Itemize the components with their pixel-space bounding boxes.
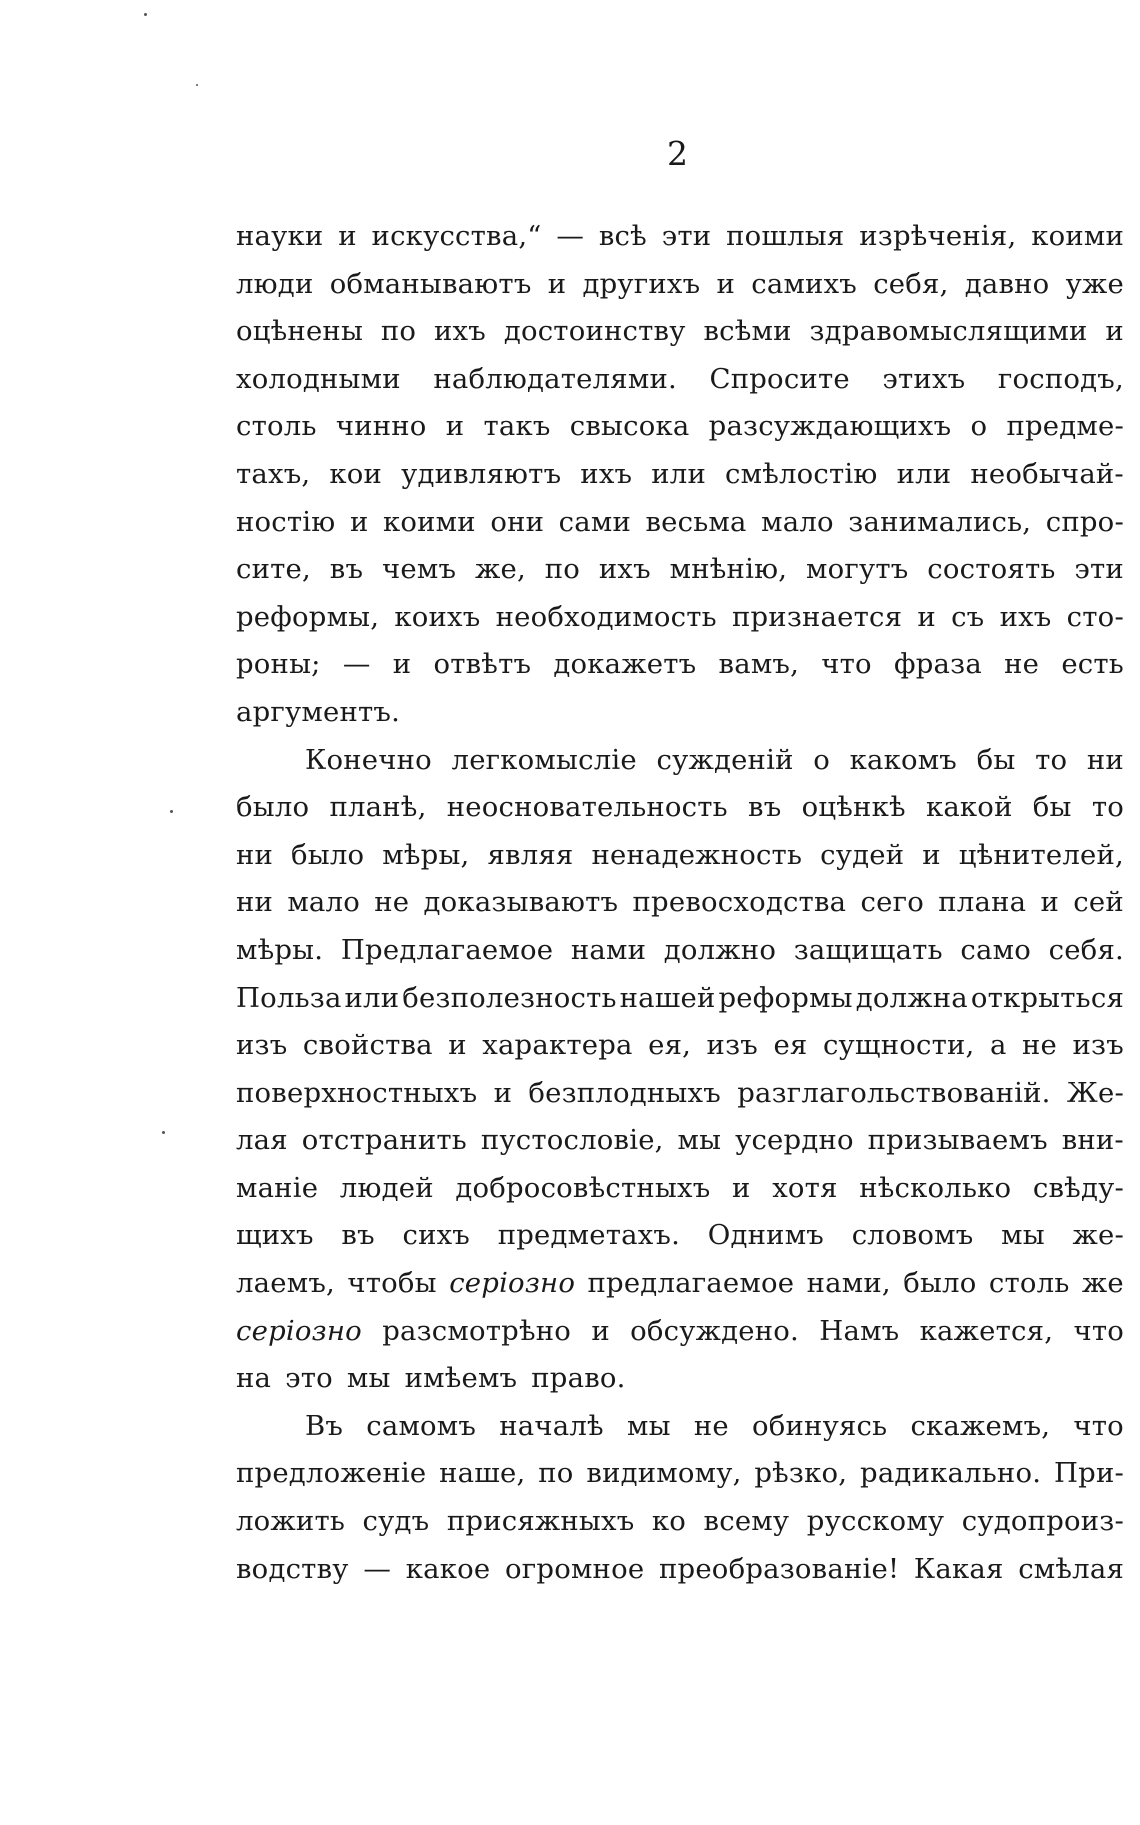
text-line	[236, 1450, 1124, 1498]
paragraph	[236, 737, 1124, 1403]
scan-speck	[144, 13, 147, 16]
word: о	[970, 410, 988, 443]
text-line	[236, 975, 1124, 1023]
word: сами	[558, 505, 631, 538]
word: по	[538, 1457, 574, 1490]
word: удивляютъ	[401, 457, 562, 490]
word: ко	[651, 1505, 687, 1538]
text-line	[236, 641, 1124, 689]
word: преобразованіе!	[659, 1552, 900, 1585]
word: бы	[976, 743, 1016, 776]
word: что	[1073, 1409, 1124, 1442]
word: то	[1091, 791, 1124, 824]
word: какомъ	[849, 743, 958, 776]
text-line	[236, 594, 1124, 642]
word: аргументъ.	[236, 695, 401, 728]
word: ложить	[236, 1505, 346, 1538]
word: мало	[287, 886, 360, 919]
word: русскому	[806, 1505, 945, 1538]
text-line	[236, 737, 1124, 785]
word: самихъ	[751, 267, 857, 300]
text-line	[236, 499, 1124, 547]
word: кои	[329, 457, 383, 490]
text-line	[236, 403, 1124, 451]
word: реформы	[718, 981, 853, 1014]
word: чемъ	[382, 553, 457, 586]
word: сей	[1073, 886, 1124, 919]
word: наблюдателями.	[433, 362, 677, 395]
word: что	[821, 648, 872, 681]
word: эти	[661, 220, 712, 252]
word: или	[344, 981, 400, 1014]
word: не	[1004, 648, 1040, 681]
word: не	[1022, 1029, 1058, 1062]
word: серіозно	[449, 1267, 576, 1300]
word: искусства,“	[371, 220, 542, 252]
word: и	[349, 505, 369, 538]
word: и	[1105, 315, 1124, 348]
word: они	[490, 505, 545, 538]
word: вни-	[1061, 1124, 1124, 1157]
word: смѣлая	[1018, 1552, 1124, 1585]
word: лаемъ,	[236, 1267, 335, 1300]
text-line	[236, 832, 1124, 880]
word: или	[651, 457, 706, 490]
word: Предлагаемое	[340, 933, 554, 966]
word: о	[813, 743, 830, 776]
word: предложеніе	[236, 1457, 427, 1490]
word: оцѣнкѣ	[801, 791, 906, 824]
word: столь	[988, 1267, 1070, 1300]
page-number: 2	[667, 134, 688, 173]
word: не	[374, 886, 410, 919]
word: необычай-	[970, 457, 1124, 490]
word: судей	[820, 838, 905, 871]
word: пустословіе,	[480, 1124, 664, 1157]
word: свойства	[302, 1029, 433, 1062]
word: въ	[748, 791, 782, 824]
word: мѣры,	[382, 838, 470, 871]
word: предме-	[1006, 410, 1124, 443]
word: ни	[236, 838, 274, 871]
word: господъ,	[997, 362, 1124, 395]
word: свысока	[569, 410, 690, 443]
word: на	[236, 1362, 272, 1395]
text-line	[236, 308, 1124, 356]
word: съ	[951, 600, 985, 633]
word: доказываютъ	[423, 886, 619, 919]
word: мы	[1001, 1219, 1045, 1252]
word: изъ	[236, 1029, 288, 1062]
word: фраза	[894, 648, 982, 681]
word: добросовѣстныхъ	[455, 1171, 711, 1204]
text-line	[236, 689, 1124, 737]
word: превосходства	[632, 886, 847, 919]
scan-speck	[170, 810, 173, 813]
word: предметахъ.	[497, 1219, 681, 1252]
word: докажетъ	[553, 648, 697, 681]
word: занимались,	[848, 505, 1032, 538]
word: люди	[236, 267, 314, 300]
word: —	[556, 220, 585, 252]
word: разглагольствованій.	[737, 1076, 1051, 1109]
word: сущности,	[822, 1029, 975, 1062]
word: отстранить	[301, 1124, 467, 1157]
word: людей	[339, 1171, 434, 1204]
text-line	[236, 261, 1124, 309]
text-line	[236, 1355, 1124, 1403]
word: себя,	[873, 267, 949, 300]
word: въ	[341, 1219, 375, 1252]
word: щихъ	[236, 1219, 314, 1252]
word: усердно	[735, 1124, 854, 1157]
word: самомъ	[366, 1409, 477, 1442]
word: мы	[626, 1409, 671, 1442]
word: пошлыя	[726, 220, 845, 252]
word: должна	[855, 981, 968, 1014]
word: было	[236, 791, 310, 824]
word: цѣнителей,	[958, 838, 1124, 871]
word: право.	[531, 1362, 626, 1395]
word: всѣми	[703, 315, 792, 348]
word: —	[342, 648, 371, 681]
word: могутъ	[805, 553, 909, 586]
word: и	[716, 267, 736, 300]
word: это	[285, 1362, 333, 1395]
word: всѣ	[598, 220, 647, 252]
word: себя.	[1048, 933, 1124, 966]
word: поверхностныхъ	[236, 1076, 478, 1109]
text-line	[236, 1403, 1124, 1451]
word: Же-	[1066, 1076, 1124, 1109]
word: мѣры.	[236, 933, 324, 966]
word: словомъ	[851, 1219, 974, 1252]
word: призываемъ	[867, 1124, 1048, 1157]
word: изъ	[1072, 1029, 1124, 1062]
word: какой	[925, 791, 1013, 824]
word: смѣлостію	[725, 457, 878, 490]
word: отвѣтъ	[433, 648, 532, 681]
word: по	[544, 553, 581, 586]
word: нашей	[619, 981, 716, 1014]
word: есть	[1061, 648, 1124, 681]
word: мы	[346, 1362, 391, 1395]
word: нѣсколько	[859, 1171, 1012, 1204]
word: Спросите	[709, 362, 850, 395]
word: было	[291, 838, 365, 871]
text-line	[236, 879, 1124, 927]
text-line	[236, 1260, 1124, 1308]
word: ея,	[648, 1029, 692, 1062]
word: обинуясь	[752, 1409, 888, 1442]
word: судопроиз-	[961, 1505, 1124, 1538]
word: и	[591, 1314, 610, 1347]
word: что	[1073, 1314, 1124, 1347]
word: чинно	[335, 410, 427, 443]
word: же,	[475, 553, 526, 586]
word: и	[338, 220, 357, 252]
word: свѣду-	[1032, 1171, 1124, 1204]
word: присяжныхъ	[446, 1505, 635, 1538]
word: ихъ	[999, 600, 1052, 633]
word: видимому,	[586, 1457, 742, 1490]
word: такъ	[483, 410, 551, 443]
word: кажется,	[919, 1314, 1054, 1347]
word: хотя	[772, 1171, 838, 1204]
word: роны;	[236, 648, 321, 681]
word: другихъ	[582, 267, 701, 300]
word: уже	[1065, 267, 1124, 300]
paragraph	[236, 213, 1124, 737]
word: имѣемъ	[404, 1362, 518, 1395]
scan-speck	[196, 84, 198, 86]
word: здравомыслящими	[809, 315, 1088, 348]
text-line	[236, 356, 1124, 404]
word: лая	[236, 1124, 288, 1157]
word: Какая	[913, 1552, 1004, 1585]
word: и	[1040, 886, 1060, 919]
text-line	[236, 927, 1124, 975]
word: то	[1035, 743, 1068, 776]
word: вамъ,	[718, 648, 800, 681]
word: Польза	[236, 981, 342, 1014]
word: При-	[1053, 1457, 1124, 1490]
word: ни	[1086, 743, 1124, 776]
word: защищать	[793, 933, 943, 966]
word: должно	[663, 933, 777, 966]
word: безплодныхъ	[528, 1076, 721, 1109]
word: огромное	[505, 1552, 645, 1585]
text-line	[236, 1070, 1124, 1118]
word: или	[896, 457, 952, 490]
word: этихъ	[882, 362, 966, 395]
text-line	[236, 1165, 1124, 1213]
word: сихъ	[402, 1219, 471, 1252]
word: реформы,	[236, 600, 380, 633]
word: и	[392, 648, 412, 681]
word: достоинству	[503, 315, 686, 348]
word: столь	[236, 410, 317, 443]
word: планѣ,	[329, 791, 427, 824]
word: давно	[964, 267, 1050, 300]
word: наше,	[439, 1457, 526, 1490]
text-line	[236, 451, 1124, 499]
word: ея	[773, 1029, 808, 1062]
text-line	[236, 1308, 1124, 1356]
word: характера	[482, 1029, 633, 1062]
word: коихъ	[394, 600, 481, 633]
word: обманываютъ	[329, 267, 532, 300]
word: обсуждено.	[630, 1314, 799, 1347]
word: и	[445, 410, 465, 443]
word: спро-	[1045, 505, 1124, 538]
word: мало	[761, 505, 834, 538]
word: въ	[329, 553, 364, 586]
scan-speck	[162, 1131, 165, 1134]
word: —	[363, 1552, 392, 1585]
word: плана	[938, 886, 1027, 919]
word: а	[989, 1029, 1007, 1062]
text-line	[236, 546, 1124, 594]
word: весьма	[645, 505, 747, 538]
word: необходимость	[495, 600, 717, 633]
body-text	[236, 213, 1124, 1593]
word: ностію	[236, 505, 336, 538]
text-line	[236, 1498, 1124, 1546]
word: какое	[405, 1552, 491, 1585]
word: сего	[860, 886, 924, 919]
word: и	[547, 267, 567, 300]
word: изъ	[706, 1029, 758, 1062]
word: неосновательность	[446, 791, 728, 824]
word: Намъ	[819, 1314, 900, 1347]
word: изрѣченія,	[859, 220, 1017, 252]
word: легкомысліе	[451, 743, 637, 776]
word: по	[380, 315, 417, 348]
text-line	[236, 1117, 1124, 1165]
word: открыться	[970, 981, 1124, 1014]
word: судъ	[362, 1505, 430, 1538]
word: было	[903, 1267, 977, 1300]
word: нами,	[806, 1267, 891, 1300]
word: оцѣнены	[236, 315, 364, 348]
word: не	[693, 1409, 729, 1442]
word: радикально.	[860, 1457, 1042, 1490]
word: признается	[731, 600, 903, 633]
word: разсуждающихъ	[708, 410, 952, 443]
word: холодными	[236, 362, 401, 395]
word: сто-	[1066, 600, 1124, 633]
word: Конечно	[305, 743, 432, 776]
paragraph	[236, 1403, 1124, 1593]
word: предлагаемое	[587, 1267, 795, 1300]
word: эти	[1074, 553, 1124, 586]
word: разсмотрѣно	[382, 1314, 572, 1347]
word: безполезность	[402, 981, 617, 1014]
word: коими	[1031, 220, 1124, 252]
word: состоять	[927, 553, 1056, 586]
word: ни	[236, 886, 274, 919]
word: ихъ	[434, 315, 486, 348]
word: и	[448, 1029, 467, 1062]
word: науки	[236, 220, 324, 252]
word: ненадежность	[591, 838, 803, 871]
word: ихъ	[598, 553, 651, 586]
word: Однимъ	[707, 1219, 824, 1252]
text-line	[236, 1546, 1124, 1594]
text-line	[236, 1022, 1124, 1070]
word: тахъ,	[236, 457, 311, 490]
text-line	[236, 213, 1124, 261]
word: всему	[703, 1505, 790, 1538]
word: же	[1081, 1267, 1124, 1300]
word: скажемъ,	[910, 1409, 1051, 1442]
word: само	[960, 933, 1031, 966]
word: и	[732, 1171, 751, 1204]
word: коими	[383, 505, 476, 538]
word: ихъ	[580, 457, 633, 490]
word: являя	[487, 838, 574, 871]
word: бы	[1032, 791, 1072, 824]
word: Въ	[305, 1409, 344, 1442]
word: водству	[236, 1552, 349, 1585]
word: мы	[677, 1124, 722, 1157]
word: началѣ	[499, 1409, 604, 1442]
word: сужденій	[656, 743, 794, 776]
text-line	[236, 1212, 1124, 1260]
word: рѣзко,	[754, 1457, 848, 1490]
word: и	[922, 838, 941, 871]
word: и	[917, 600, 936, 633]
word: мнѣнію,	[669, 553, 788, 586]
word: сите,	[236, 553, 311, 586]
word: чтобы	[347, 1267, 437, 1300]
text-line	[236, 784, 1124, 832]
word: нами	[570, 933, 647, 966]
word: и	[493, 1076, 513, 1109]
word: маніе	[236, 1171, 319, 1204]
word: серіозно	[236, 1314, 362, 1347]
word: же-	[1072, 1219, 1124, 1252]
